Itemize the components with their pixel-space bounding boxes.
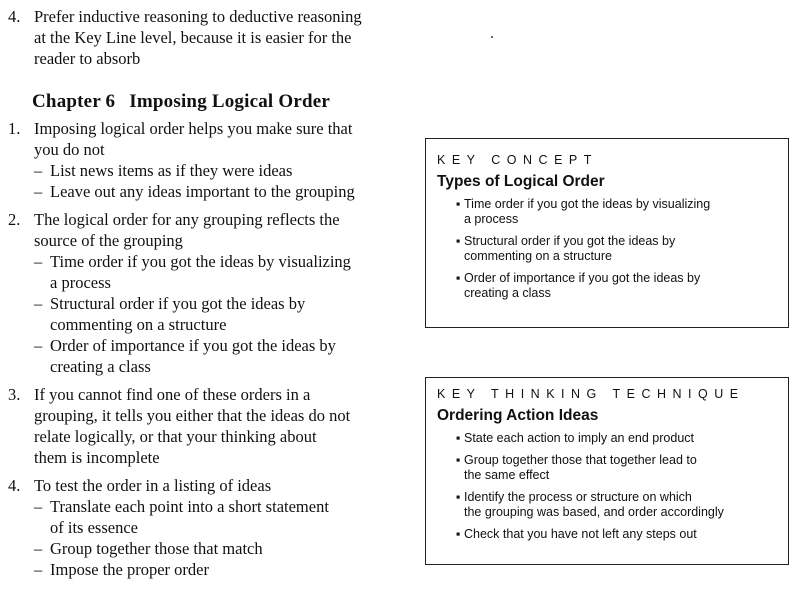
list-item-3 xyxy=(8,384,408,468)
sub-item: – List news items as if they were ideas xyxy=(34,161,293,180)
sub-item: – Structural order if you got the ideas by commenting on a structure xyxy=(34,294,306,334)
bullet-item: ▪ Check that you have not left any steps out xyxy=(456,527,697,541)
item-line: To test the order in a listing of ideas xyxy=(34,476,272,495)
sub-item: – Impose the proper order xyxy=(34,560,209,579)
item-line: grouping, it tells you either that the ideas do not xyxy=(34,406,351,425)
list-item-1 xyxy=(8,118,408,202)
sub-item: – Group together those that match xyxy=(34,539,263,558)
item-number: 4. xyxy=(8,7,21,26)
chapter-heading xyxy=(32,91,408,112)
bullet-item: ▪ Order of importance if you got the ideas by creating a class xyxy=(456,271,701,300)
text-column xyxy=(8,6,408,580)
item-line: relate logically, or that your thinking about xyxy=(34,427,317,446)
chapter-label: Chapter 6 xyxy=(32,91,116,112)
list-item-2 xyxy=(8,209,408,377)
item-line: Prefer inductive reasoning to deductive reasoning xyxy=(34,7,362,26)
sub-item: – Order of importance if you got the ideas by creating a class xyxy=(34,336,336,376)
item-number: 4. xyxy=(8,476,21,495)
bullet-item: ▪ Identify the process or structure on which the grouping was based, and order accordingly xyxy=(456,490,724,519)
sub-item: – Time order if you got the ideas by visualizing a process xyxy=(34,252,351,292)
item-number: 2. xyxy=(8,210,21,229)
item-line: you do not xyxy=(34,140,105,159)
bullet-item: ▪ Time order if you got the ideas by visualizing a process xyxy=(456,197,711,226)
bullet-item: ▪ Group together those that together lead to the same effect xyxy=(456,453,697,482)
bullet-item: ▪ State each action to imply an end product xyxy=(456,431,695,445)
bullet-list xyxy=(426,197,788,301)
chapter-title: Imposing Logical Order xyxy=(129,91,331,112)
intro-item xyxy=(8,6,408,69)
bullet-item: ▪ Structural order if you got the ideas by commenting on a structure xyxy=(456,234,676,263)
item-line: them is incomplete xyxy=(34,448,160,467)
key-thinking-technique-box xyxy=(425,377,789,565)
box-label: KEY THINKING TECHNIQUE xyxy=(437,387,745,401)
box-label: KEY CONCEPT xyxy=(437,153,598,167)
bullet-list xyxy=(426,431,788,542)
box-title: Types of Logical Order xyxy=(437,173,605,190)
sub-item: – Translate each point into a short statement of its essence xyxy=(34,497,329,537)
key-concept-box xyxy=(425,138,789,328)
item-line: source of the grouping xyxy=(34,231,183,250)
item-line: If you cannot find one of these orders in a xyxy=(34,385,311,404)
box-title: Ordering Action Ideas xyxy=(437,407,599,424)
stray-dot xyxy=(491,36,493,38)
sub-item: – Leave out any ideas important to the grouping xyxy=(34,182,355,201)
item-line: Imposing logical order helps you make sure that xyxy=(34,119,353,138)
item-line: The logical order for any grouping reflects the xyxy=(34,210,340,229)
item-number: 1. xyxy=(8,119,21,138)
item-line: reader to absorb xyxy=(34,49,141,68)
item-line: at the Key Line level, because it is easier for the xyxy=(34,28,352,47)
list-item-4 xyxy=(8,475,408,580)
item-number: 3. xyxy=(8,385,21,404)
